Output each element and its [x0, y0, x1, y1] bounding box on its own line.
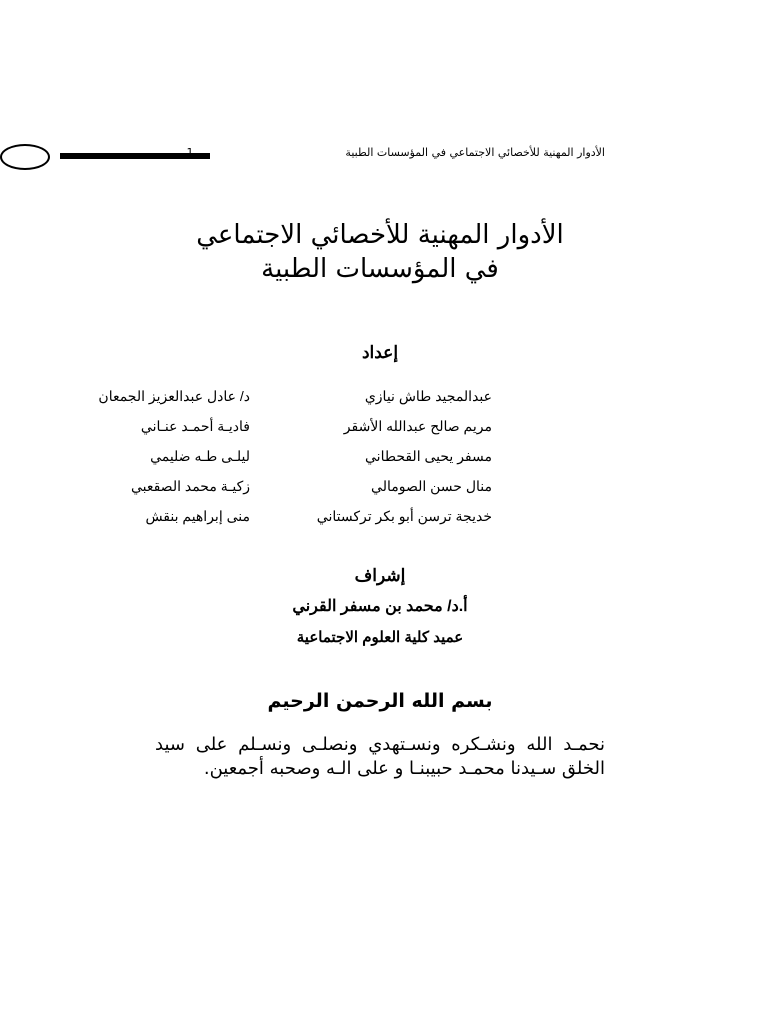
authors-left-column: [10, 383, 250, 533]
author-name: زكيـة محمد الصقعبي: [130, 478, 250, 494]
page-number-oval: [0, 144, 50, 170]
supervision-label: إشراف: [354, 566, 406, 585]
prepared-by-label: إعداد: [361, 343, 399, 362]
supervisor-title: عميد كلية العلوم الاجتماعية: [296, 629, 464, 646]
authors-right-column: [232, 383, 492, 533]
author-name: منال حسن الصومالي: [371, 478, 492, 494]
author-name: مسفر يحيى القحطاني: [365, 448, 492, 464]
author-name: خديجة ترسن أبو بكر تركستاني: [316, 508, 492, 524]
author-name: ليلـى طـه ضليمي: [150, 448, 250, 464]
document-title-line-2: في المؤسسات الطبية: [261, 254, 499, 284]
author-name: منى إبراهيم بنقش: [145, 508, 250, 524]
document-title-line-1: الأدوار المهنية للأخصائي الاجتماعي: [196, 220, 564, 250]
page-number: 1: [186, 146, 194, 159]
author-name: فاديـة أحمـد عنـاني: [140, 418, 250, 434]
supervisor-name: أ.د/ محمد بن مسفر القرني: [292, 598, 468, 615]
intro-paragraph: نحمـد الله ونشـكره ونسـتهدي ونصلـى ونسـلم على سيد الخلق سـيدنا محمـد حبيبنـا و على الـه وصحبه أجمعين.: [155, 734, 605, 779]
author-name: مريم صالح عبدالله الأشقر: [343, 418, 492, 434]
author-name: عبدالمجيد طاش نيازي: [364, 388, 492, 404]
basmala: بسم الله الرحمن الرحيم: [267, 690, 493, 712]
author-name: د/ عادل عبدالعزيز الجمعان: [98, 388, 250, 404]
running-header: الأدوار المهنية للأخصائي الاجتماعي في المؤسسات الطبية: [345, 146, 605, 159]
